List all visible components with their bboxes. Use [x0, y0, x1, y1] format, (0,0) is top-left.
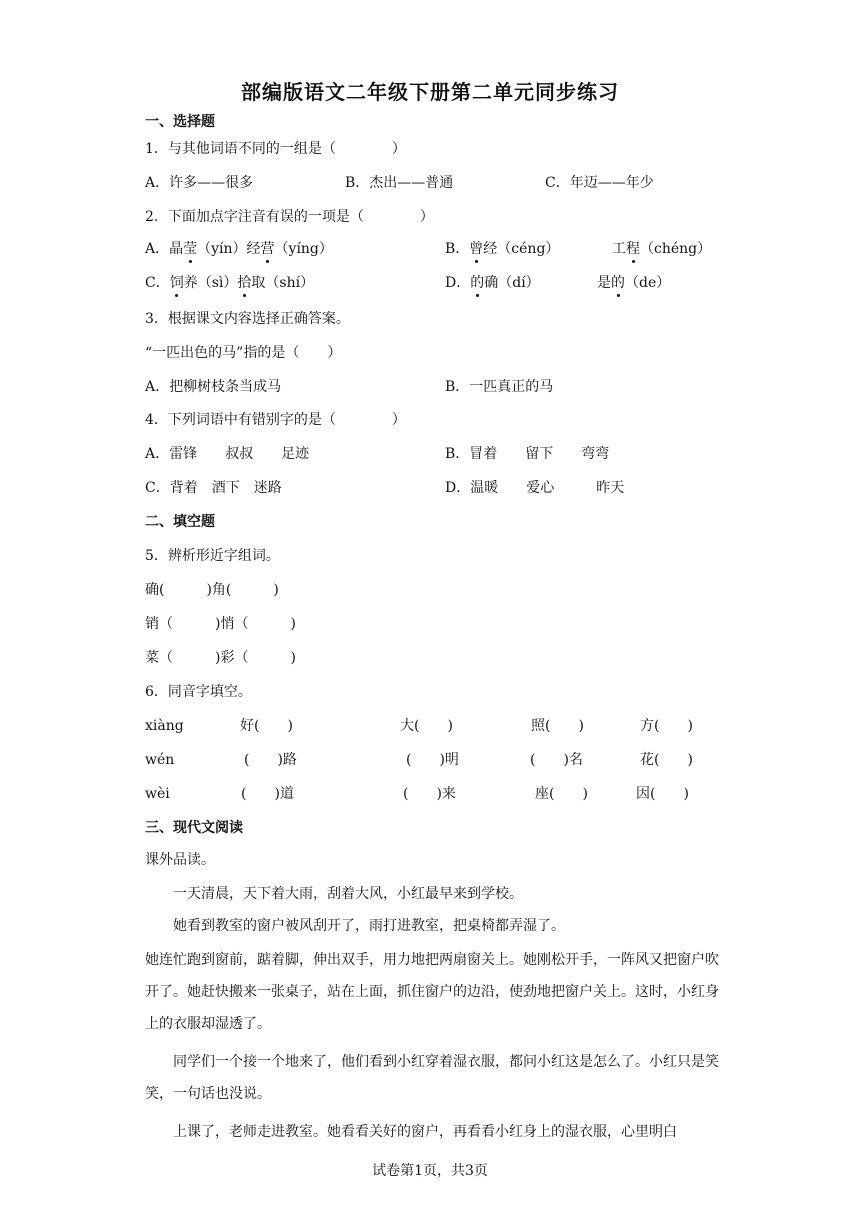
q4-option-d: D．温暖 爱心 昨天 — [445, 480, 625, 496]
q2-option-b: B．曾经（céng） — [445, 241, 560, 257]
q6-blank: 花( ) — [640, 752, 693, 768]
q4-stem: 4．下列词语中有错别字的是（ ） — [145, 412, 406, 428]
q6-blank: 大( ) — [400, 718, 453, 734]
q4-option-c: C．背着 酒下 迷路 — [145, 480, 282, 496]
q6-stem: 6．同音字填空。 — [145, 684, 252, 700]
q6-blank: 好( ) — [240, 718, 293, 734]
q1-option-c: C．年迈——年少 — [545, 175, 654, 191]
q2-option-a: A．晶莹（yín）经营（yíng） — [145, 241, 333, 257]
q6-blank: 照( ) — [531, 718, 584, 734]
q4-option-b: B．冒着 留下 弯弯 — [445, 446, 610, 462]
q3-option-a: A．把柳树枝条当成马 — [145, 379, 282, 395]
reading-paragraph: 上课了，老师走进教室。她看看关好的窗户，再看看小红身上的湿衣服，心里明白 — [173, 1124, 677, 1140]
q6-blank: 方( ) — [640, 718, 693, 734]
q2-option-d: D．的确（dí） — [445, 275, 540, 291]
q6-blank: ( )明 — [406, 752, 459, 768]
q5-row-3: 菜（ )彩（ ) — [145, 650, 296, 666]
reading-paragraph: 一天清晨，天下着大雨，刮着大风，小红最早来到学校。 — [173, 886, 523, 902]
q6-pinyin: wén — [145, 752, 175, 768]
q2-option-c: C．饲养（sì）拾取（shí） — [145, 275, 315, 291]
q2-option-b-second: 工程（chéng） — [612, 241, 712, 257]
q3-option-b: B．一匹真正的马 — [445, 379, 554, 395]
q6-blank: 因( ) — [636, 786, 689, 802]
reading-paragraph: 她连忙跑到窗前，踮着脚，伸出双手，用力地把两扇窗关上。她刚松开手，一阵风又把窗户吹开了。她赶快搬来一张桌子，站在上面，抓住窗户的边沿，使劲地把窗户关上。这时，小红身上的衣服却湿透了。 — [145, 952, 719, 1032]
reading-paragraph: 同学们一个接一个地来了，他们看到小红穿着湿衣服，都问小红这是怎么了。小红只是笑笑，一句话也没说。 — [145, 1054, 719, 1102]
q5-row-1: 确( )角( ) — [145, 582, 279, 598]
q5-stem: 5．辨析形近字组词。 — [145, 548, 280, 564]
q6-blank: ( )道 — [241, 786, 294, 802]
q3-sub: “一匹出色的马”指的是（ ） — [145, 345, 342, 361]
page-footer: 试卷第1页，共3页 — [372, 1163, 488, 1179]
section-reading: 三、现代文阅读 — [145, 820, 243, 836]
q6-blank: ( )名 — [530, 752, 583, 768]
q1-stem: 1．与其他词语不同的一组是（ ） — [145, 141, 406, 157]
q6-blank: ( )路 — [244, 752, 297, 768]
q5-row-2: 销（ )悄（ ) — [145, 616, 296, 632]
q1-option-a: A．许多——很多 — [145, 175, 254, 191]
q2-stem: 2．下面加点字注音有误的一项是（ ） — [145, 209, 434, 225]
section-fill: 二、填空题 — [145, 514, 215, 530]
q6-blank: ( )来 — [403, 786, 456, 802]
q6-pinyin: xiàng — [145, 718, 184, 734]
q6-pinyin: wèi — [145, 786, 170, 802]
q2-option-d-second: 是的（de） — [597, 275, 671, 291]
q6-blank: 座( ) — [535, 786, 588, 802]
section-choice: 一、选择题 — [145, 114, 215, 130]
page-title: 部编版语文二年级下册第二单元同步练习 — [241, 80, 619, 104]
reading-paragraph: 她看到教室的窗户被风刮开了，雨打进教室，把桌椅都弄湿了。 — [173, 918, 565, 934]
q3-stem: 3．根据课文内容选择正确答案。 — [145, 311, 350, 327]
reading-intro: 课外品读。 — [145, 852, 215, 868]
q4-option-a: A．雷锋 叔叔 足迹 — [145, 446, 310, 462]
q1-option-b: B．杰出——普通 — [345, 175, 454, 191]
